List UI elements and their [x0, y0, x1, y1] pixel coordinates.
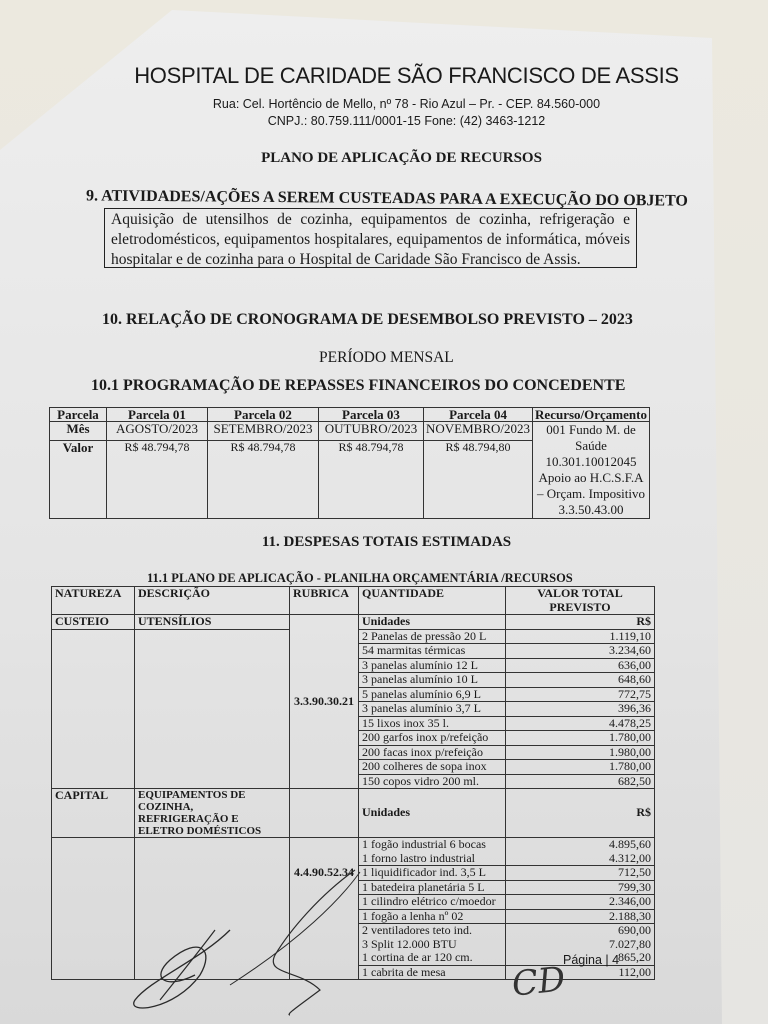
item-qty: 2 ventiladores teto ind.	[359, 924, 506, 938]
item-qty: 1 batedeira planetária 5 L	[359, 880, 506, 895]
item-qty: 1 cilindro elétrico c/moedor	[359, 895, 506, 910]
item-value: 1.980,00	[506, 745, 655, 760]
col-descricao: DESCRIÇÃO	[135, 587, 290, 615]
parcela-header: Parcela 03	[319, 408, 424, 422]
rubrica-cell: 3.3.90.30.21	[290, 615, 359, 789]
qty-header: Unidades	[359, 789, 506, 838]
item-qty: 1 liquidificador ind. 3,5 L	[359, 866, 506, 881]
item-value: 2.188,30	[506, 909, 655, 924]
parcela-month: AGOSTO/2023	[107, 422, 208, 441]
item-value: 1.119,10	[506, 629, 655, 644]
descricao-cell: EQUIPAMENTOS DE COZINHA, REFRIGERAÇÃO E ELETRO DOMÉSTICOS	[135, 789, 290, 838]
row-label-parcela: Parcela	[50, 408, 107, 422]
institution-name: HOSPITAL DE CARIDADE SÃO FRANCISCO DE ASSIS	[134, 63, 679, 88]
section9-body: Aquisição de utensilhos de cozinha, equipamentos de cozinha, refrigeração e eletrodomésticos, equipamentos hospitalares, equipamentos de informática, móveis hospitalar e de cozinha para o Hospital de Caridade São Francisco de Assis.	[104, 208, 637, 268]
value-header: R$	[506, 615, 655, 630]
item-value: 7.027,80	[506, 938, 655, 952]
parcela-value: R$ 48.794,78	[107, 441, 208, 519]
item-qty: 3 Split 12.000 BTU	[359, 938, 506, 952]
col-natureza: NATUREZA	[52, 587, 135, 615]
item-value: 682,50	[506, 774, 655, 789]
col-quantidade: QUANTIDADE	[359, 587, 506, 615]
section9-title: 9. ATIVIDADES/AÇÕES A SEREM CUSTEADAS PARA A EXECUÇÃO DO OBJETO	[85, 187, 688, 210]
item-value: 1.780,00	[506, 760, 655, 775]
item-qty: 200 colheres de sopa inox	[359, 760, 506, 775]
institution-address: Rua: Cel. Hortêncio de Mello, nº 78 - Rio Azul – Pr. - CEP. 84.560-000	[212, 97, 601, 111]
item-value: 396,36	[506, 702, 655, 717]
section11-subtitle: 11.1 PLANO DE APLICAÇÃO - PLANILHA ORÇAMENTÁRIA /RECURSOS	[147, 571, 573, 585]
item-qty: 2 Panelas de pressão 20 L	[359, 629, 506, 644]
item-value: 112,00	[506, 965, 655, 980]
item-value: 3.234,60	[506, 644, 655, 659]
section11-title: 11. DESPESAS TOTAIS ESTIMADAS	[261, 534, 512, 550]
parcela-month: OUTUBRO/2023	[319, 422, 424, 441]
item-qty: 5 panelas alumínio 6,9 L	[359, 687, 506, 702]
item-qty: 1 cabrita de mesa	[359, 965, 506, 980]
col-valor: VALOR TOTAL PREVISTO	[506, 587, 655, 615]
col-rubrica: RUBRICA	[290, 587, 359, 615]
parcela-value: R$ 48.794,78	[208, 441, 319, 519]
row-label-mes: Mês	[50, 422, 107, 441]
recurso-line: 3.3.50.43.00	[558, 502, 624, 517]
recurso-line: 001 Fundo M. de	[546, 422, 636, 437]
item-qty: 54 marmitas térmicas	[359, 644, 506, 659]
item-value: 4.312,00	[506, 852, 655, 866]
institution-contact: CNPJ.: 80.759.111/0001-15 Fone: (42) 3463-1212	[267, 114, 546, 128]
item-value: 636,00	[506, 658, 655, 673]
item-value: 4.895,60	[506, 838, 655, 852]
row-label-valor: Valor	[50, 441, 107, 519]
item-qty: 3 panelas alumínio 10 L	[359, 673, 506, 688]
item-value: 772,75	[506, 687, 655, 702]
item-qty: 3 panelas alumínio 3,7 L	[359, 702, 506, 717]
parcela-value: R$ 48.794,80	[424, 441, 533, 519]
item-qty: 200 garfos inox p/refeição	[359, 731, 506, 746]
document-title: PLANO DE APLICAÇÃO DE RECURSOS	[261, 150, 542, 166]
item-qty: 150 copos vidro 200 ml.	[359, 774, 506, 789]
parcela-month: SETEMBRO/2023	[208, 422, 319, 441]
qty-header: Unidades	[359, 615, 506, 630]
descricao-cell: UTENSÍLIOS	[135, 615, 290, 630]
item-qty: 1 cortina de ar 120 cm.	[359, 951, 506, 965]
item-qty: 3 panelas alumínio 12 L	[359, 658, 506, 673]
parcela-header: Parcela 01	[107, 408, 208, 422]
item-value: 712,50	[506, 866, 655, 881]
item-qty: 200 facas inox p/refeição	[359, 745, 506, 760]
parcela-month: NOVEMBRO/2023	[424, 422, 533, 441]
handwritten-initials: CD	[510, 959, 568, 1005]
item-value: 4.478,25	[506, 716, 655, 731]
recurso-line: – Orçam. Impositivo	[537, 486, 645, 501]
natureza-cell: CAPITAL	[52, 789, 135, 838]
natureza-cell: CUSTEIO	[52, 615, 135, 630]
section10-period: PERÍODO MENSAL	[319, 349, 454, 366]
item-value: 2.346,00	[506, 895, 655, 910]
item-qty: 1 fogão industrial 6 bocas	[359, 838, 506, 852]
item-value: 865,20	[506, 951, 655, 965]
page-number: Página | 4	[563, 953, 620, 967]
item-value: 648,60	[506, 673, 655, 688]
recurso-line: Saúde	[575, 438, 607, 453]
recurso-line: 10.301.10012045	[545, 454, 637, 469]
item-value: 1.780,00	[506, 731, 655, 746]
rubrica-cell: 4.4.90.52.34	[290, 838, 359, 980]
parcela-header: Parcela 02	[208, 408, 319, 422]
parcela-header: Parcela 04	[424, 408, 533, 422]
item-qty: 1 fogão a lenha nº 02	[359, 909, 506, 924]
parcela-value: R$ 48.794,78	[319, 441, 424, 519]
item-qty: 1 forno lastro industrial	[359, 852, 506, 866]
section10-subtitle: 10.1 PROGRAMAÇÃO DE REPASSES FINANCEIROS DO CONCEDENTE	[91, 377, 626, 394]
item-value: 799,30	[506, 880, 655, 895]
item-qty: 15 lixos inox 35 l.	[359, 716, 506, 731]
recurso-header: Recurso/Orçamento	[533, 408, 650, 422]
section10-title: 10. RELAÇÃO DE CRONOGRAMA DE DESEMBOLSO PREVISTO – 2023	[102, 311, 633, 328]
recurso-line: Apoio ao H.C.S.F.A	[538, 470, 644, 485]
value-header: R$	[506, 789, 655, 838]
item-value: 690,00	[506, 924, 655, 938]
